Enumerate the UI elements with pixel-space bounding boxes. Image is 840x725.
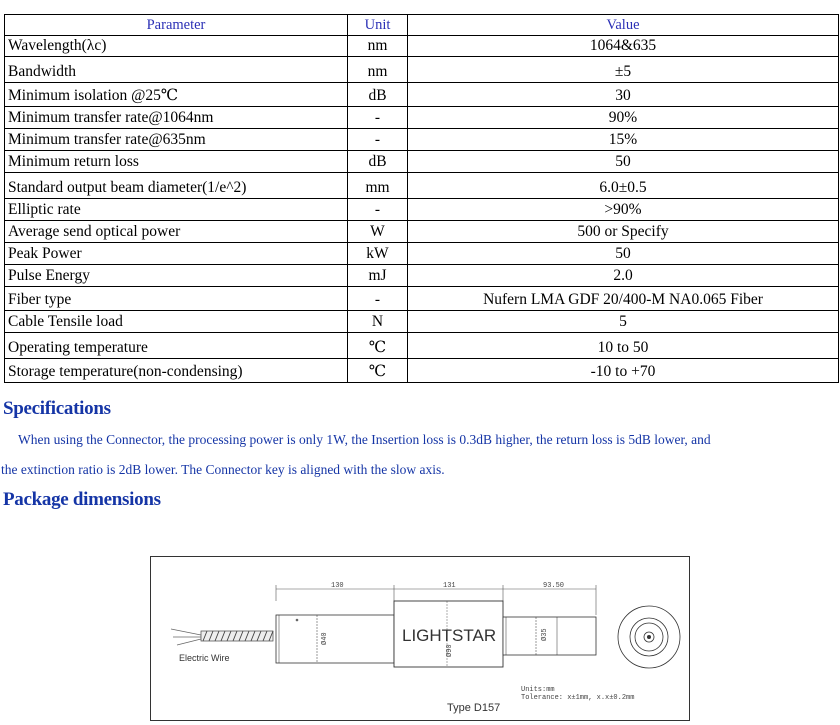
value-cell: Nufern LMA GDF 20/400-M NA0.065 Fiber	[408, 287, 839, 311]
unit-cell: ℃	[348, 333, 408, 359]
param-cell: Average send optical power	[5, 221, 348, 243]
right-housing	[503, 617, 596, 655]
dia-90-label: Ø90	[446, 644, 454, 657]
table-row	[5, 173, 839, 199]
param-cell: Elliptic rate	[5, 199, 348, 221]
tolerance-label: Tolerance: x±1mm, x.x±0.2mm	[521, 694, 635, 702]
table-row	[5, 57, 839, 83]
value-cell: 6.0±0.5	[408, 173, 839, 199]
param-cell: Pulse Energy	[5, 265, 348, 287]
param-cell: Minimum return loss	[5, 151, 348, 173]
table-row	[5, 359, 839, 383]
parameters-table	[4, 14, 839, 383]
table-body	[5, 36, 839, 383]
param-cell: Bandwidth	[5, 57, 348, 83]
value-cell: 50	[408, 151, 839, 173]
value-cell: ±5	[408, 57, 839, 83]
dim-131-label: 131	[443, 582, 456, 590]
table-row	[5, 243, 839, 265]
param-cell: Wavelength(λc)	[5, 36, 348, 57]
unit-cell: kW	[348, 243, 408, 265]
unit-cell: mJ	[348, 265, 408, 287]
param-cell: Operating temperature	[5, 333, 348, 359]
table-row	[5, 199, 839, 221]
table-row	[5, 221, 839, 243]
table-row	[5, 83, 839, 107]
dia-35-label: Ø35	[541, 628, 549, 641]
fiber-cable	[171, 629, 273, 645]
unit-cell: -	[348, 287, 408, 311]
table-row	[5, 151, 839, 173]
package-drawing-svg	[151, 557, 689, 720]
value-cell: 5	[408, 311, 839, 333]
table-row	[5, 107, 839, 129]
units-label: Units:mm	[521, 686, 555, 694]
param-cell: Storage temperature(non-condensing)	[5, 359, 348, 383]
param-cell: Standard output beam diameter(1/e^2)	[5, 173, 348, 199]
electric-wire-label: Electric Wire	[179, 653, 230, 663]
value-cell: 10 to 50	[408, 333, 839, 359]
header-unit: Unit	[348, 15, 408, 36]
table-row	[5, 287, 839, 311]
brand-label: LIGHTSTAR	[402, 626, 497, 645]
param-cell: Minimum isolation @25℃	[5, 83, 348, 107]
value-cell: 15%	[408, 129, 839, 151]
value-cell: 90%	[408, 107, 839, 129]
unit-cell: mm	[348, 173, 408, 199]
param-cell: Minimum transfer rate@1064nm	[5, 107, 348, 129]
table-row	[5, 311, 839, 333]
value-cell: 1064&635	[408, 36, 839, 57]
unit-cell: nm	[348, 57, 408, 83]
param-cell: Fiber type	[5, 287, 348, 311]
table-row	[5, 36, 839, 57]
dim-130-label: 130	[331, 582, 344, 590]
param-cell: Peak Power	[5, 243, 348, 265]
unit-cell: N	[348, 311, 408, 333]
table-header-row	[5, 15, 839, 36]
value-cell: 500 or Specify	[408, 221, 839, 243]
unit-cell: dB	[348, 151, 408, 173]
specifications-line-1: When using the Connector, the processing power is only 1W, the Insertion loss is 0.3dB higher, the return loss is 5dB lower, and	[18, 432, 711, 447]
unit-cell: -	[348, 199, 408, 221]
end-view	[618, 606, 680, 668]
unit-cell: -	[348, 129, 408, 151]
param-cell: Minimum transfer rate@635nm	[5, 129, 348, 151]
unit-cell: nm	[348, 36, 408, 57]
value-cell: 30	[408, 83, 839, 107]
specifications-line-2: the extinction ratio is 2dB lower. The Connector key is aligned with the slow axis.	[1, 462, 445, 477]
unit-cell: ℃	[348, 359, 408, 383]
value-cell: -10 to +70	[408, 359, 839, 383]
unit-cell: -	[348, 107, 408, 129]
table-row	[5, 333, 839, 359]
param-cell: Cable Tensile load	[5, 311, 348, 333]
value-cell: 2.0	[408, 265, 839, 287]
type-label: Type D157	[447, 702, 501, 714]
header-value: Value	[408, 15, 839, 36]
package-dimensions-heading: Package dimensions	[3, 489, 161, 510]
table-row	[5, 265, 839, 287]
value-cell: 50	[408, 243, 839, 265]
dia-40-label: Ø40	[321, 632, 329, 645]
header-parameter: Parameter	[5, 15, 348, 36]
unit-cell: dB	[348, 83, 408, 107]
left-housing	[276, 615, 394, 663]
unit-cell: W	[348, 221, 408, 243]
value-cell: >90%	[408, 199, 839, 221]
dim-93-label: 93.50	[543, 582, 565, 590]
table-row	[5, 129, 839, 151]
specifications-heading: Specifications	[3, 398, 111, 419]
package-drawing	[150, 556, 690, 721]
